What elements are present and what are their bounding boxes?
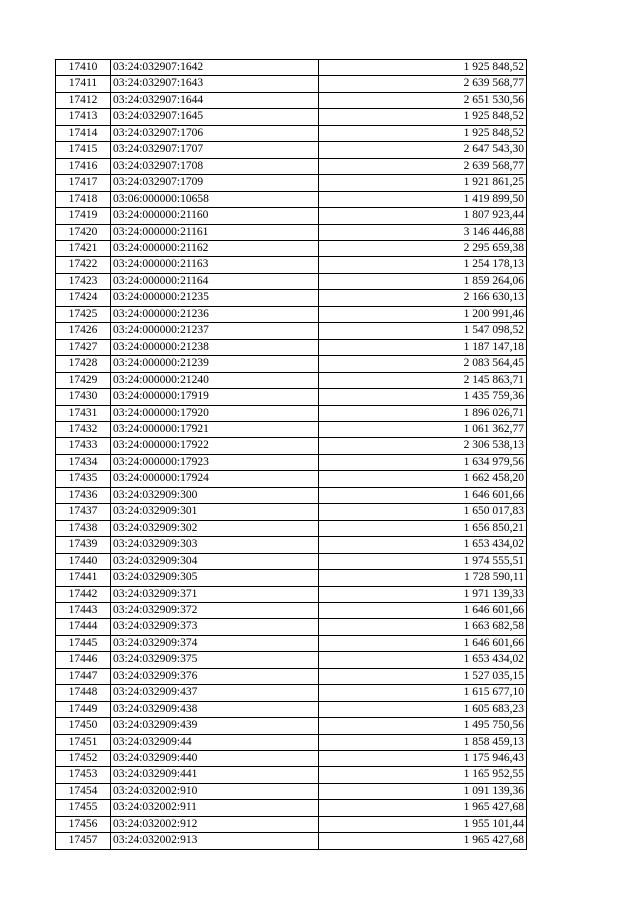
- row-number-cell: 17437: [56, 504, 111, 520]
- table-row: [56, 685, 527, 701]
- table-row: [56, 356, 527, 372]
- cadastral-number-cell: 03:24:000000:21163: [111, 257, 319, 273]
- cadastral-number-cell: 03:24:032909:376: [111, 668, 319, 684]
- table-row: [56, 339, 527, 355]
- table-row: [56, 602, 527, 618]
- table-row: [56, 306, 527, 322]
- cadastral-number-cell: 03:24:000000:17920: [111, 405, 319, 421]
- cadastral-value-cell: 1 646 601,66: [319, 635, 527, 651]
- table-row: [56, 520, 527, 536]
- cadastral-value-cell: 2 083 564,45: [319, 356, 527, 372]
- table-row: [56, 60, 527, 76]
- row-number-cell: 17439: [56, 537, 111, 553]
- cadastral-value-cell: 1 061 362,77: [319, 421, 527, 437]
- table-row: [56, 125, 527, 141]
- cadastral-number-cell: 03:24:000000:21240: [111, 372, 319, 388]
- cadastral-value-table: [55, 59, 527, 850]
- cadastral-value-cell: 1 634 979,56: [319, 454, 527, 470]
- cadastral-number-cell: 03:24:000000:21236: [111, 306, 319, 322]
- cadastral-value-cell: 1 435 759,36: [319, 389, 527, 405]
- row-number-cell: 17444: [56, 619, 111, 635]
- table-row: [56, 208, 527, 224]
- cadastral-value-cell: 2 639 568,77: [319, 158, 527, 174]
- row-number-cell: 17432: [56, 421, 111, 437]
- table-row: [56, 240, 527, 256]
- row-number-cell: 17433: [56, 438, 111, 454]
- row-number-cell: 17429: [56, 372, 111, 388]
- cadastral-number-cell: 03:24:032002:910: [111, 783, 319, 799]
- cadastral-value-cell: 1 653 434,02: [319, 652, 527, 668]
- row-number-cell: 17415: [56, 142, 111, 158]
- cadastral-number-cell: 03:24:000000:17919: [111, 389, 319, 405]
- cadastral-number-cell: 03:24:032909:303: [111, 537, 319, 553]
- cadastral-value-cell: 1 859 264,06: [319, 273, 527, 289]
- row-number-cell: 17414: [56, 125, 111, 141]
- table-row: [56, 751, 527, 767]
- cadastral-number-cell: 03:24:032909:439: [111, 718, 319, 734]
- row-number-cell: 17455: [56, 800, 111, 816]
- cadastral-value-cell: 1 965 427,68: [319, 833, 527, 849]
- row-number-cell: 17419: [56, 208, 111, 224]
- row-number-cell: 17410: [56, 60, 111, 76]
- cadastral-value-cell: 1 807 923,44: [319, 208, 527, 224]
- row-number-cell: 17453: [56, 767, 111, 783]
- cadastral-value-cell: 2 647 543,30: [319, 142, 527, 158]
- row-number-cell: 17440: [56, 553, 111, 569]
- cadastral-number-cell: 03:24:032909:44: [111, 734, 319, 750]
- table-body: [56, 60, 527, 850]
- table-row: [56, 158, 527, 174]
- table-row: [56, 175, 527, 191]
- row-number-cell: 17450: [56, 718, 111, 734]
- cadastral-value-cell: 1 925 848,52: [319, 60, 527, 76]
- cadastral-value-cell: 1 605 683,23: [319, 701, 527, 717]
- table-row: [56, 224, 527, 240]
- cadastral-value-cell: 2 639 568,77: [319, 76, 527, 92]
- table-row: [56, 471, 527, 487]
- cadastral-number-cell: 03:24:032909:304: [111, 553, 319, 569]
- cadastral-number-cell: 03:24:032909:441: [111, 767, 319, 783]
- cadastral-value-cell: 1 646 601,66: [319, 487, 527, 503]
- table-row: [56, 668, 527, 684]
- table-row: [56, 586, 527, 602]
- row-number-cell: 17411: [56, 76, 111, 92]
- cadastral-number-cell: 03:24:000000:21160: [111, 208, 319, 224]
- cadastral-number-cell: 03:24:032002:911: [111, 800, 319, 816]
- row-number-cell: 17441: [56, 570, 111, 586]
- row-number-cell: 17428: [56, 356, 111, 372]
- cadastral-value-cell: 1 200 991,46: [319, 306, 527, 322]
- row-number-cell: 17435: [56, 471, 111, 487]
- row-number-cell: 17449: [56, 701, 111, 717]
- row-number-cell: 17447: [56, 668, 111, 684]
- cadastral-number-cell: 03:24:032909:302: [111, 520, 319, 536]
- cadastral-value-cell: 3 146 446,88: [319, 224, 527, 240]
- cadastral-number-cell: 03:24:000000:21162: [111, 240, 319, 256]
- table-row: [56, 570, 527, 586]
- row-number-cell: 17436: [56, 487, 111, 503]
- row-number-cell: 17451: [56, 734, 111, 750]
- cadastral-number-cell: 03:24:000000:17921: [111, 421, 319, 437]
- row-number-cell: 17416: [56, 158, 111, 174]
- cadastral-value-cell: 1 965 427,68: [319, 800, 527, 816]
- table-row: [56, 800, 527, 816]
- table-row: [56, 635, 527, 651]
- table-row: [56, 273, 527, 289]
- table-row: [56, 438, 527, 454]
- cadastral-value-cell: 2 145 863,71: [319, 372, 527, 388]
- table-row: [56, 504, 527, 520]
- cadastral-number-cell: 03:24:032907:1644: [111, 92, 319, 108]
- cadastral-number-cell: 03:24:000000:21239: [111, 356, 319, 372]
- table-row: [56, 142, 527, 158]
- cadastral-number-cell: 03:24:032907:1706: [111, 125, 319, 141]
- cadastral-value-cell: 1 646 601,66: [319, 602, 527, 618]
- cadastral-value-cell: 1 527 035,15: [319, 668, 527, 684]
- row-number-cell: 17423: [56, 273, 111, 289]
- cadastral-number-cell: 03:24:032907:1707: [111, 142, 319, 158]
- row-number-cell: 17442: [56, 586, 111, 602]
- cadastral-value-cell: 1 656 850,21: [319, 520, 527, 536]
- row-number-cell: 17413: [56, 109, 111, 125]
- cadastral-number-cell: 03:24:032909:438: [111, 701, 319, 717]
- table-row: [56, 389, 527, 405]
- row-number-cell: 17425: [56, 306, 111, 322]
- cadastral-value-cell: 1 858 459,13: [319, 734, 527, 750]
- cadastral-number-cell: 03:24:000000:21235: [111, 290, 319, 306]
- table-row: [56, 701, 527, 717]
- cadastral-number-cell: 03:24:000000:21161: [111, 224, 319, 240]
- cadastral-value-cell: 2 306 538,13: [319, 438, 527, 454]
- cadastral-value-cell: 1 974 555,51: [319, 553, 527, 569]
- row-number-cell: 17417: [56, 175, 111, 191]
- table-row: [56, 652, 527, 668]
- cadastral-number-cell: 03:24:032909:374: [111, 635, 319, 651]
- cadastral-number-cell: 03:24:032002:912: [111, 816, 319, 832]
- row-number-cell: 17446: [56, 652, 111, 668]
- table-row: [56, 372, 527, 388]
- cadastral-value-cell: 1 925 848,52: [319, 109, 527, 125]
- row-number-cell: 17422: [56, 257, 111, 273]
- cadastral-number-cell: 03:24:032909:437: [111, 685, 319, 701]
- cadastral-number-cell: 03:24:032909:372: [111, 602, 319, 618]
- row-number-cell: 17412: [56, 92, 111, 108]
- cadastral-number-cell: 03:24:032909:373: [111, 619, 319, 635]
- row-number-cell: 17426: [56, 323, 111, 339]
- cadastral-value-cell: 1 971 139,33: [319, 586, 527, 602]
- table-row: [56, 92, 527, 108]
- table-row: [56, 290, 527, 306]
- cadastral-number-cell: 03:24:032909:300: [111, 487, 319, 503]
- row-number-cell: 17418: [56, 191, 111, 207]
- cadastral-value-cell: 1 728 590,11: [319, 570, 527, 586]
- cadastral-value-cell: 1 663 682,58: [319, 619, 527, 635]
- row-number-cell: 17427: [56, 339, 111, 355]
- cadastral-value-cell: 2 651 530,56: [319, 92, 527, 108]
- cadastral-number-cell: 03:24:032907:1645: [111, 109, 319, 125]
- cadastral-number-cell: 03:24:000000:17922: [111, 438, 319, 454]
- row-number-cell: 17448: [56, 685, 111, 701]
- table-row: [56, 767, 527, 783]
- table-row: [56, 718, 527, 734]
- cadastral-value-cell: 1 925 848,52: [319, 125, 527, 141]
- row-number-cell: 17454: [56, 783, 111, 799]
- cadastral-value-cell: 1 165 952,55: [319, 767, 527, 783]
- row-number-cell: 17438: [56, 520, 111, 536]
- table-row: [56, 323, 527, 339]
- cadastral-number-cell: 03:24:032907:1642: [111, 60, 319, 76]
- row-number-cell: 17445: [56, 635, 111, 651]
- row-number-cell: 17421: [56, 240, 111, 256]
- cadastral-value-cell: 1 175 946,43: [319, 751, 527, 767]
- table-row: [56, 734, 527, 750]
- cadastral-number-cell: 03:24:000000:21164: [111, 273, 319, 289]
- table-row: [56, 109, 527, 125]
- table-row: [56, 619, 527, 635]
- cadastral-number-cell: 03:24:032907:1708: [111, 158, 319, 174]
- cadastral-value-cell: 1 955 101,44: [319, 816, 527, 832]
- row-number-cell: 17457: [56, 833, 111, 849]
- table-row: [56, 405, 527, 421]
- cadastral-number-cell: 03:24:000000:21238: [111, 339, 319, 355]
- cadastral-value-cell: 1 091 139,36: [319, 783, 527, 799]
- cadastral-number-cell: 03:24:032907:1643: [111, 76, 319, 92]
- table-row: [56, 257, 527, 273]
- table-row: [56, 487, 527, 503]
- row-number-cell: 17424: [56, 290, 111, 306]
- cadastral-value-cell: 1 921 861,25: [319, 175, 527, 191]
- cadastral-number-cell: 03:24:032909:301: [111, 504, 319, 520]
- cadastral-number-cell: 03:24:000000:17924: [111, 471, 319, 487]
- cadastral-value-cell: 1 495 750,56: [319, 718, 527, 734]
- cadastral-number-cell: 03:06:000000:10658: [111, 191, 319, 207]
- table-row: [56, 783, 527, 799]
- row-number-cell: 17420: [56, 224, 111, 240]
- cadastral-number-cell: 03:24:032909:305: [111, 570, 319, 586]
- cadastral-number-cell: 03:24:000000:17923: [111, 454, 319, 470]
- row-number-cell: 17430: [56, 389, 111, 405]
- cadastral-value-cell: 1 650 017,83: [319, 504, 527, 520]
- table-row: [56, 421, 527, 437]
- cadastral-number-cell: 03:24:032002:913: [111, 833, 319, 849]
- table-row: [56, 553, 527, 569]
- cadastral-number-cell: 03:24:000000:21237: [111, 323, 319, 339]
- cadastral-number-cell: 03:24:032909:375: [111, 652, 319, 668]
- cadastral-number-cell: 03:24:032907:1709: [111, 175, 319, 191]
- table-row: [56, 191, 527, 207]
- cadastral-value-cell: 1 254 178,13: [319, 257, 527, 273]
- cadastral-value-cell: 1 419 899,50: [319, 191, 527, 207]
- row-number-cell: 17452: [56, 751, 111, 767]
- cadastral-value-cell: 1 547 098,52: [319, 323, 527, 339]
- row-number-cell: 17456: [56, 816, 111, 832]
- table-row: [56, 833, 527, 849]
- table-row: [56, 76, 527, 92]
- cadastral-number-cell: 03:24:032909:440: [111, 751, 319, 767]
- table-row: [56, 537, 527, 553]
- cadastral-value-cell: 2 295 659,38: [319, 240, 527, 256]
- cadastral-value-cell: 1 896 026,71: [319, 405, 527, 421]
- cadastral-value-cell: 1 615 677,10: [319, 685, 527, 701]
- cadastral-value-cell: 1 653 434,02: [319, 537, 527, 553]
- cadastral-value-cell: 2 166 630,13: [319, 290, 527, 306]
- cadastral-value-cell: 1 187 147,18: [319, 339, 527, 355]
- cadastral-number-cell: 03:24:032909:371: [111, 586, 319, 602]
- table-row: [56, 816, 527, 832]
- table-row: [56, 454, 527, 470]
- cadastral-value-cell: 1 662 458,20: [319, 471, 527, 487]
- row-number-cell: 17431: [56, 405, 111, 421]
- row-number-cell: 17443: [56, 602, 111, 618]
- row-number-cell: 17434: [56, 454, 111, 470]
